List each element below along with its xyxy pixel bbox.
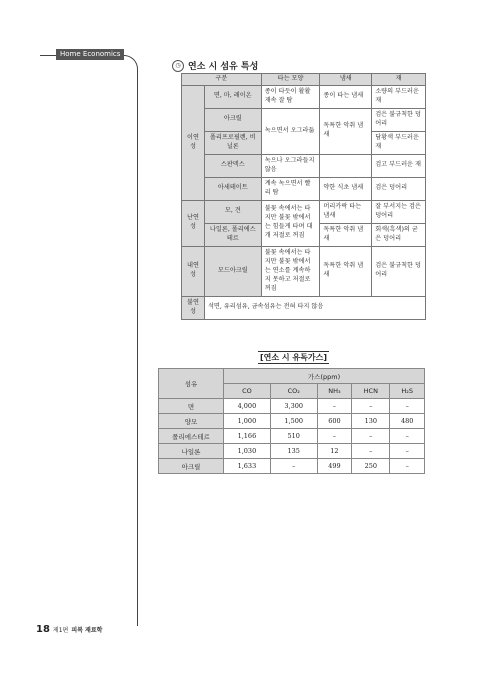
gas-value: – [390, 399, 425, 414]
gas-value: – [352, 399, 390, 414]
gas-value: 1,000 [224, 414, 271, 429]
table-row [182, 246, 426, 296]
header-gas: HCN [352, 384, 390, 399]
fiber-type: 모드아크릴 [204, 246, 261, 296]
header-gas: CO₂ [270, 384, 317, 399]
category-cell: 난연성 [182, 200, 205, 246]
gas-value: 250 [352, 459, 390, 474]
burn-shape: 계속 녹으면서 빨리 탐 [261, 177, 320, 200]
category-cell: 내연성 [182, 246, 205, 296]
gas-value: 3,300 [270, 399, 317, 414]
gas-value: 510 [270, 429, 317, 444]
gas-value: – [270, 459, 317, 474]
burn-smell: 독특한 악취 냄새 [320, 246, 372, 296]
burn-ash: 회색(흑색)의 굳은 덩어리 [372, 223, 426, 246]
burn-ash: 잘 부서지는 검은 덩어리 [372, 200, 426, 223]
header-category: 구분 [182, 74, 262, 86]
table-row [182, 86, 426, 109]
burn-smell: 독특한 악취 냄새 [320, 223, 372, 246]
burn-ash: 담황색 부드러운 재 [372, 131, 426, 154]
gas-value: 1,633 [224, 459, 271, 474]
gas-value: 135 [270, 444, 317, 459]
toxic-gas-table [158, 368, 425, 474]
fiber-name: 폴리에스테르 [159, 429, 224, 444]
gas-value: – [317, 429, 352, 444]
table-row [159, 399, 425, 414]
burn-shape: 녹으나 오그라들지 않음 [261, 154, 320, 177]
header-ash: 재 [372, 74, 426, 86]
category-cell: 이연성 [182, 86, 205, 201]
gas-value: 480 [390, 414, 425, 429]
gas-value: 600 [317, 414, 352, 429]
table-row [159, 414, 425, 429]
category-cell: 불연성 [182, 296, 205, 319]
burn-smell [320, 154, 372, 177]
gas-value: 1,500 [270, 414, 317, 429]
gas-value: 1,166 [224, 429, 271, 444]
gas-value: – [390, 429, 425, 444]
fiber-type: 면, 마, 레이온 [204, 86, 261, 109]
burn-smell: 약한 식초 냄새 [320, 177, 372, 200]
table-row [159, 459, 425, 474]
footer-title: 피복 재료학 [71, 627, 103, 634]
gas-value: – [317, 399, 352, 414]
fiber-type: 폴리프로필렌, 비닐론 [204, 131, 261, 154]
page-footer [36, 624, 102, 635]
header-fiber: 섬유 [159, 369, 224, 399]
table-row [182, 296, 426, 319]
gas-value: – [390, 444, 425, 459]
page-number: 18 [36, 624, 50, 635]
nonflammable-note: 석면, 유리섬유, 금속섬유는 전혀 타지 않음 [204, 296, 425, 319]
burn-shape: 종이 타듯이 활활 재속 잘 탐 [261, 86, 320, 109]
fiber-name: 나일론 [159, 444, 224, 459]
table-header-row [159, 369, 425, 384]
burn-ash: 검은 불규칙한 덩어리 [372, 246, 426, 296]
burn-shape: 녹으면서 오그라듦 [261, 108, 320, 154]
fiber-type: 모, 견 [204, 200, 261, 223]
burn-smell: 종이 타는 냄새 [320, 86, 372, 109]
burn-ash: 검고 부드러운 재 [372, 154, 426, 177]
header-gas: CO [224, 384, 271, 399]
burn-smell: 독특한 악취 냄새 [320, 108, 372, 154]
gas-table-caption: [연소 시 유독가스] [260, 353, 327, 362]
fiber-type: 스판덱스 [204, 154, 261, 177]
gas-value: 499 [317, 459, 352, 474]
burn-smell: 머리카락 타는 냄새 [320, 200, 372, 223]
burn-ash: 검은 불규칙한 덩어리 [372, 108, 426, 131]
table-header-row [182, 74, 426, 86]
section-title: 연소 시 섬유 특성 [188, 62, 259, 72]
fiber-burning-table [181, 73, 426, 320]
header-gas: NH₃ [317, 384, 352, 399]
table-row [182, 200, 426, 223]
header-shape: 타는 모양 [261, 74, 320, 86]
gas-value: – [352, 444, 390, 459]
table-row [159, 429, 425, 444]
fiber-type: 아세테이트 [204, 177, 261, 200]
gas-value: 130 [352, 414, 390, 429]
fiber-name: 아크릴 [159, 459, 224, 474]
table-row [159, 444, 425, 459]
table-row [182, 108, 426, 131]
gas-value: – [352, 429, 390, 444]
footer-part: 제1편 [52, 627, 69, 634]
header-gas-group: 가스(ppm) [224, 369, 425, 384]
header-smell: 냄새 [320, 74, 372, 86]
burn-shape: 불꽃 속에서는 타지만 불꽃 밖에서는 연소를 계속하지 못하고 저절로 꺼짐 [261, 246, 320, 296]
table-row [182, 154, 426, 177]
burn-ash: 검은 덩어리 [372, 177, 426, 200]
gas-value: 4,000 [224, 399, 271, 414]
fiber-type: 아크릴 [204, 108, 261, 131]
fiber-type: 나일론, 폴리에스테르 [204, 223, 261, 246]
section-heading [172, 59, 258, 72]
burn-shape: 불꽃 속에서는 타지만 불꽃 밖에서는 힘들게 타며 대개 저절로 꺼짐 [261, 200, 320, 246]
table-row [182, 177, 426, 200]
gas-value: – [390, 459, 425, 474]
fiber-name: 면 [159, 399, 224, 414]
gas-value: 12 [317, 444, 352, 459]
header-gas: H₂S [390, 384, 425, 399]
clock-icon: ◷ [172, 60, 184, 72]
burn-ash: 소량의 부드러운 재 [372, 86, 426, 109]
gas-value: 1,030 [224, 444, 271, 459]
section-tag: Home Economics [56, 49, 124, 60]
page-border [40, 55, 138, 626]
fiber-name: 양모 [159, 414, 224, 429]
